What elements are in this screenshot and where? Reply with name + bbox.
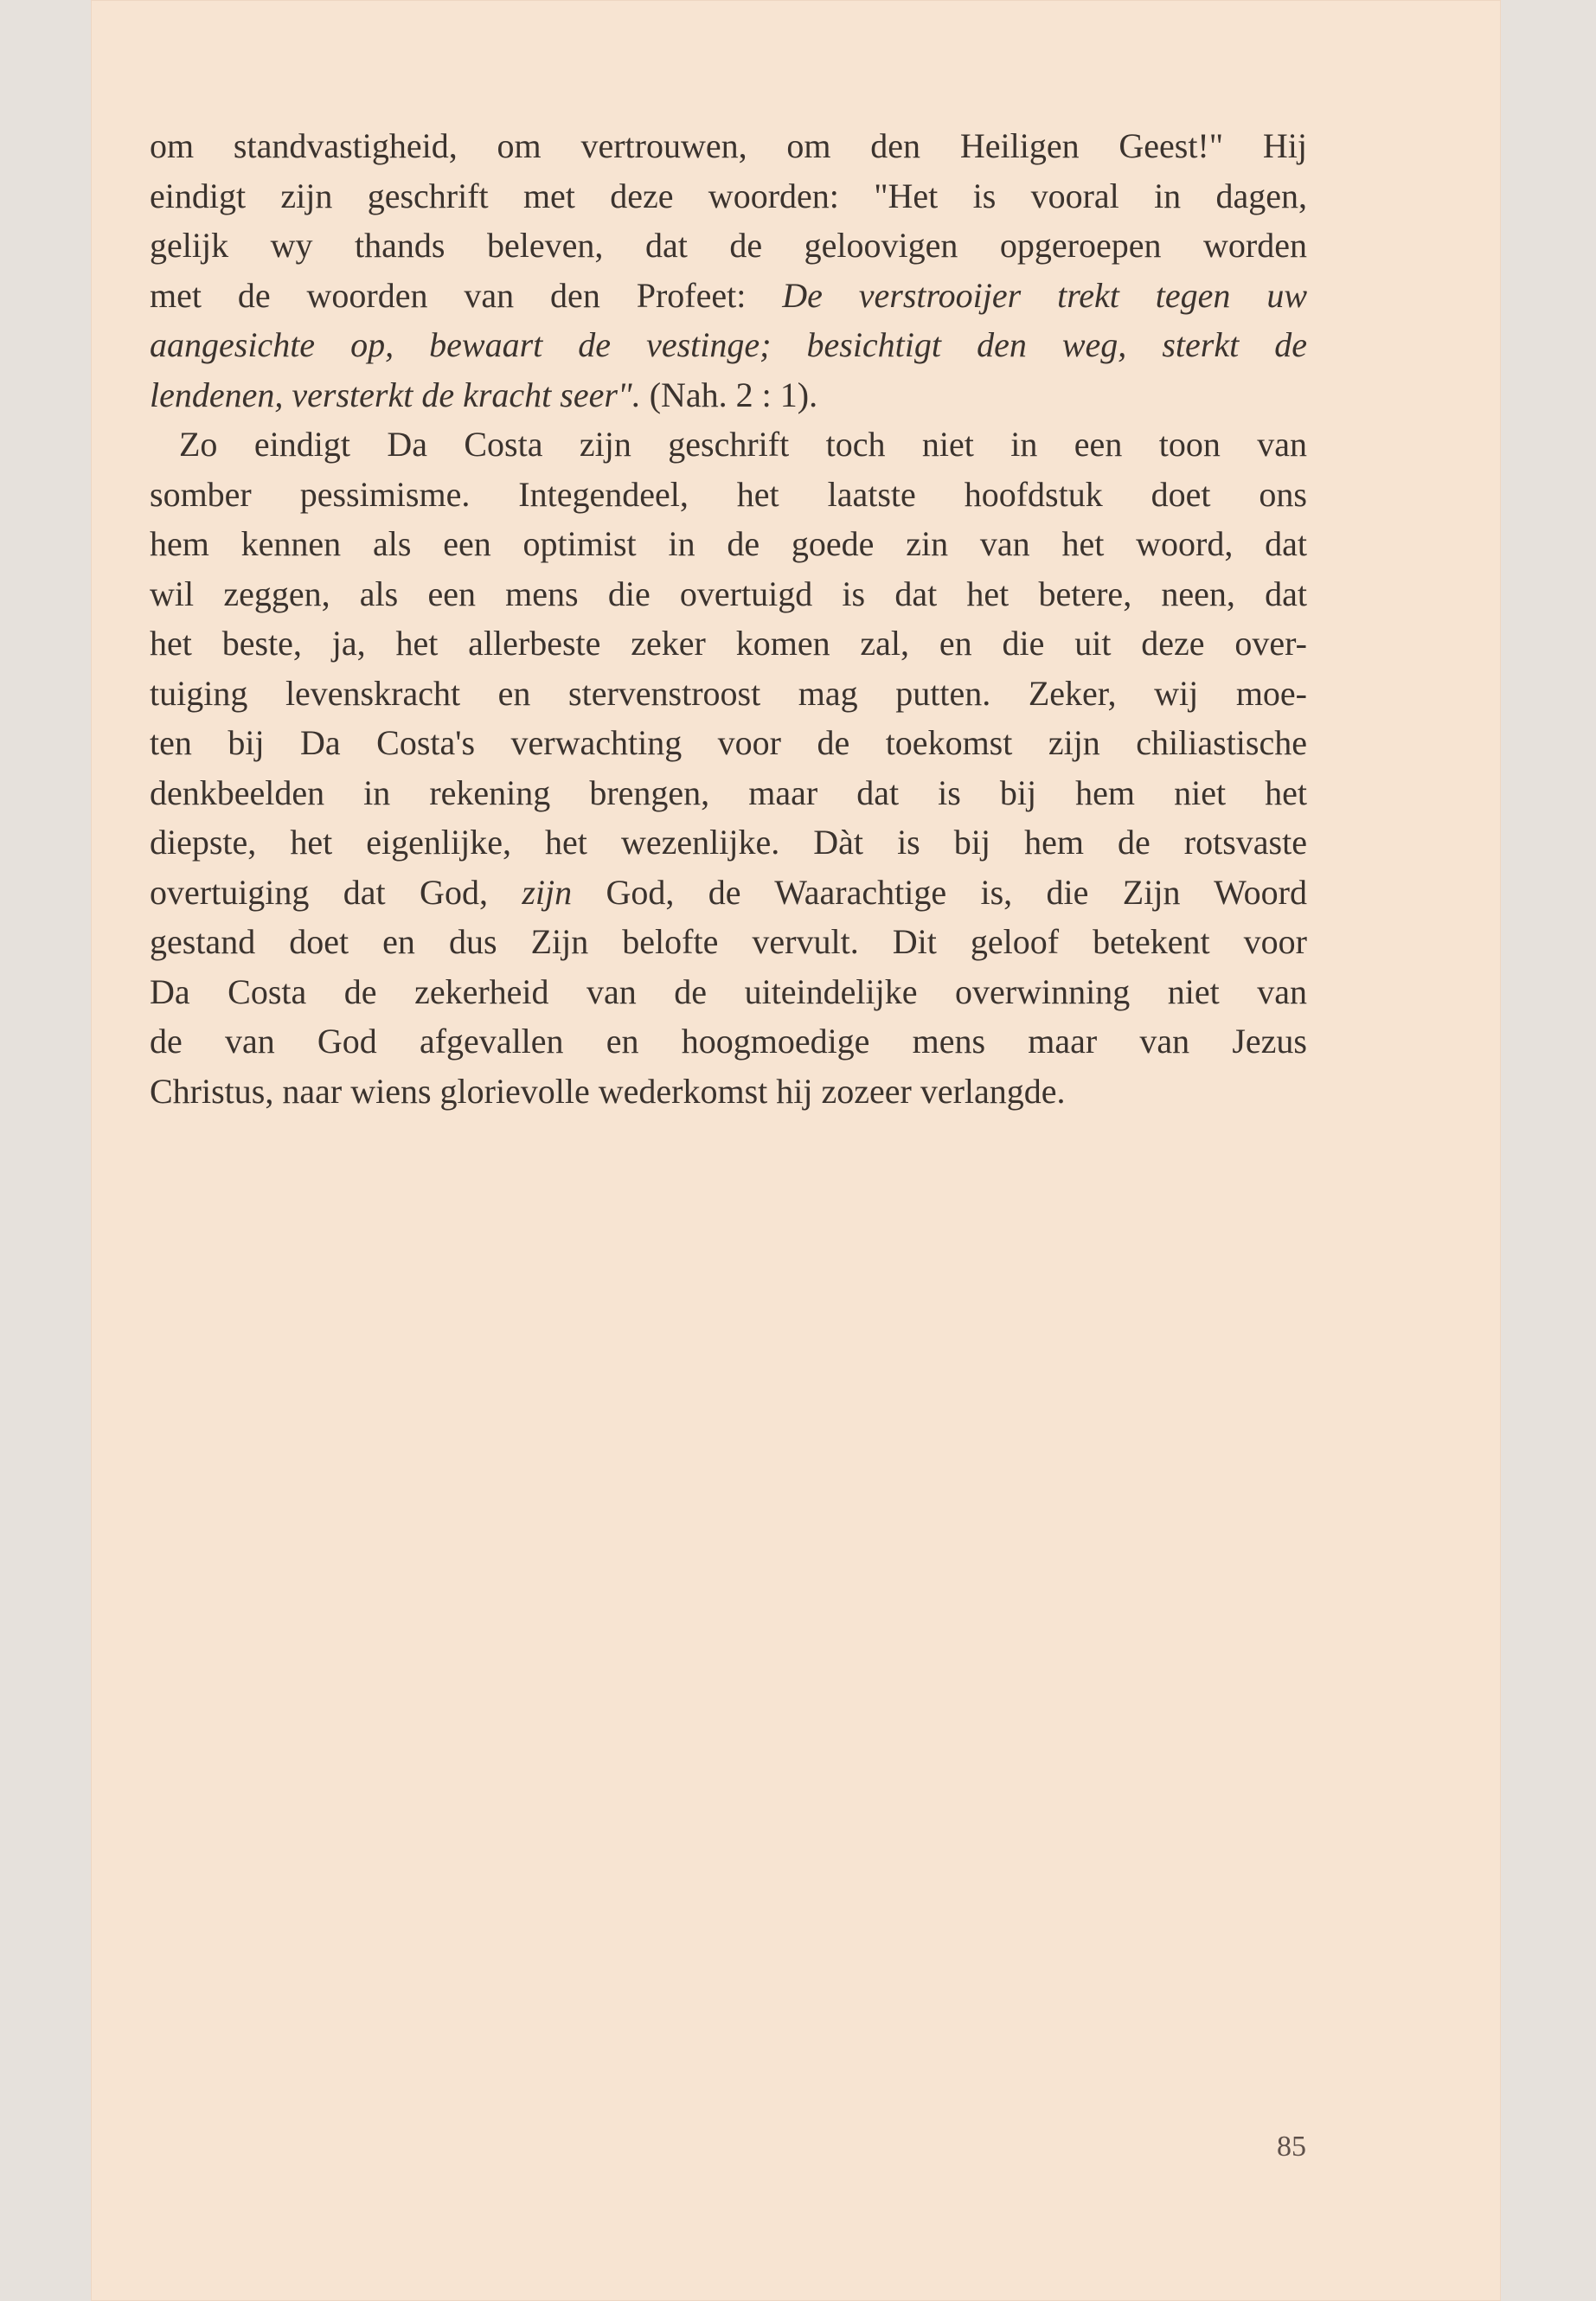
text-line: diepste, het eigenlijke, het wezenlijke. Dàt is bij hem de rotsvaste bbox=[150, 823, 1307, 862]
text-run: met de woorden van den Profeet: bbox=[150, 275, 783, 315]
text-line: gestand doet en dus Zijn belofte vervult. Dit geloof betekent voor bbox=[150, 922, 1307, 961]
paragraph-first-line: Zo eindigt Da Costa zijn geschrift toch niet in een toon van bbox=[179, 425, 1307, 464]
text-line: denkbeelden in rekening brengen, maar dat is bij hem niet het bbox=[150, 772, 1307, 812]
body-text bbox=[150, 121, 1307, 1116]
paragraph-last-line: Christus, naar wiens glorievolle wederkomst hij zozeer verlangde. bbox=[150, 1071, 1066, 1111]
text-line: wil zeggen, als een mens die overtuigd is dat het betere, neen, dat bbox=[150, 574, 1307, 613]
text-run: God, de Waarachtige is, die Zijn Woord bbox=[572, 872, 1307, 912]
text-line: somber pessimisme. Integendeel, het laatste hoofdstuk doet ons bbox=[150, 474, 1307, 514]
text-line bbox=[150, 868, 1307, 918]
italic-quotation: lendenen, versterkt de kracht seer". bbox=[150, 375, 650, 414]
text-line bbox=[150, 370, 1307, 420]
text-line: het beste, ja, het allerbeste zeker komen zal, en die uit deze over- bbox=[150, 624, 1307, 663]
text-line: gelijk wy thands beleven, dat de geloovigen opgeroepen worden bbox=[150, 226, 1307, 265]
text-line: ten bij Da Costa's verwachting voor de toekomst zijn chiliastische bbox=[150, 723, 1307, 762]
text-line bbox=[150, 271, 1307, 321]
text-line: de van God afgevallen en hoogmoedige mens maar van Jezus bbox=[150, 1022, 1307, 1061]
text-line: om standvastigheid, om vertrouwen, om den Heiligen Geest!" Hij bbox=[150, 126, 1307, 165]
text-line: tuiging levenskracht en stervenstroost mag putten. Zeker, wij moe- bbox=[150, 673, 1307, 713]
text-line: Da Costa de zekerheid van de uiteindelijke overwinning niet van bbox=[150, 971, 1307, 1011]
text-line: eindigt zijn geschrift met deze woorden: "Het is vooral in dagen, bbox=[150, 176, 1307, 215]
book-page bbox=[91, 0, 1501, 2301]
text-run: overtuiging dat God, bbox=[150, 872, 522, 912]
italic-quotation: De verstrooijer trekt tegen uw bbox=[782, 275, 1307, 315]
italic-emphasis: zijn bbox=[522, 872, 573, 912]
text-line: hem kennen als een optimist in de goede zin van het woord, dat bbox=[150, 524, 1307, 563]
italic-text-line: aangesichte op, bewaart de vestinge; besichtigt den weg, sterkt de bbox=[150, 325, 1307, 364]
page-number: 85 bbox=[1277, 2131, 1306, 2163]
scripture-reference: (Nah. 2 : 1). bbox=[649, 375, 818, 414]
